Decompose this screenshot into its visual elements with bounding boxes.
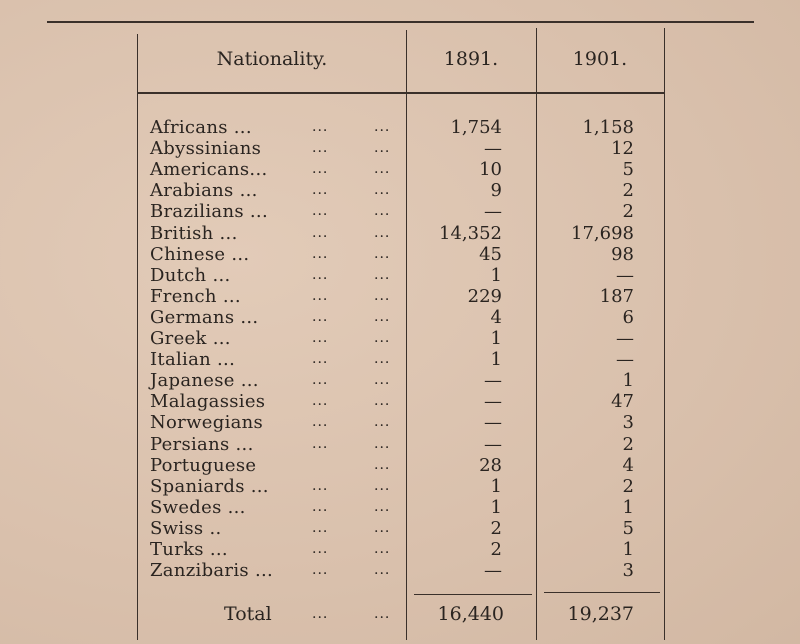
table-row	[0, 497, 800, 518]
value-1891: —	[484, 433, 502, 455]
total-1901: 19,237	[567, 603, 634, 625]
leader-dots: ...	[374, 519, 391, 536]
total-rule-1891	[414, 594, 532, 595]
value-1891: 2	[490, 539, 502, 560]
nationality-name: Americans...	[150, 159, 268, 181]
leader-dots: ...	[312, 182, 329, 199]
value-1891: 28	[479, 454, 502, 476]
table-row	[0, 244, 800, 265]
table-row	[0, 412, 800, 433]
table-row	[0, 370, 800, 391]
table-row	[0, 391, 800, 412]
value-1891: 1	[490, 496, 502, 518]
value-1891: 14,352	[439, 222, 502, 244]
table-row	[0, 307, 800, 328]
leader-dots: ...	[312, 498, 329, 515]
leader-dots: ...	[312, 435, 329, 452]
total-1891: 16,440	[437, 603, 504, 625]
value-1901: 98	[611, 243, 634, 265]
value-1891: 1,754	[450, 117, 502, 138]
leader-dots: ...	[312, 372, 329, 389]
nationality-name: Turks ...	[150, 539, 228, 560]
value-1891: 2	[490, 517, 502, 539]
header-1891: 1891.	[443, 48, 499, 70]
nationality-name: Spaniards ...	[150, 475, 269, 497]
value-1891: 1	[490, 349, 502, 371]
leader-dots: ...	[312, 224, 329, 241]
value-1901: 3	[622, 560, 634, 582]
value-1901: 5	[622, 159, 634, 181]
leader-dots: ...	[312, 351, 329, 368]
table-row	[0, 434, 800, 455]
leader-dots: ...	[374, 498, 391, 515]
value-1901: 5	[622, 517, 634, 539]
nationality-name: Japanese ...	[150, 370, 259, 392]
value-1891: —	[484, 412, 502, 434]
leader-dots: ...	[312, 119, 329, 135]
nationality-name: Malagassies	[150, 391, 266, 413]
top-rule	[47, 21, 754, 23]
leader-dots: ...	[374, 182, 391, 199]
leader-dots: ...	[374, 287, 391, 304]
nationality-name: Persians ...	[150, 433, 254, 455]
table-row	[0, 117, 800, 138]
table-row	[0, 539, 800, 560]
leader-dots: ...	[312, 287, 329, 304]
table-row	[0, 476, 800, 497]
value-1891: 9	[490, 180, 502, 202]
value-1901: 1,158	[582, 117, 634, 138]
value-1891: —	[484, 370, 502, 392]
value-1891: —	[484, 560, 502, 582]
nationality-name: Greek ...	[150, 328, 231, 349]
leader-dots: ...	[312, 541, 329, 557]
leader-dots: ...	[312, 161, 329, 178]
table-row	[0, 328, 800, 349]
leader-dots: ...	[374, 562, 391, 579]
total-label: Total	[224, 603, 272, 625]
leader-dots: ...	[312, 477, 329, 494]
leader-dots: ...	[312, 266, 329, 283]
value-1901: 2	[622, 180, 634, 202]
total-row	[0, 602, 800, 626]
table-row	[0, 349, 800, 370]
table-row	[0, 223, 800, 244]
leader-dots: ...	[312, 203, 329, 220]
total-dots-2: ...	[374, 606, 391, 622]
value-1891: 1	[490, 475, 502, 497]
value-1901: 4	[622, 454, 634, 476]
value-1891: —	[484, 138, 502, 160]
nationality-name: British ...	[150, 222, 238, 244]
value-1901: —	[616, 264, 634, 286]
total-dots-1: ...	[312, 606, 329, 622]
leader-dots: ...	[312, 519, 329, 536]
table-row	[0, 159, 800, 180]
leader-dots: ...	[312, 140, 329, 157]
value-1901: 1	[622, 496, 634, 518]
nationality-name: Brazilians ...	[150, 201, 268, 223]
value-1891: 10	[479, 159, 502, 181]
value-1901: 187	[599, 285, 634, 307]
nationality-name: Norwegians	[150, 412, 264, 434]
header-rule	[138, 92, 664, 94]
leader-dots: ...	[374, 308, 391, 325]
value-1901: —	[616, 328, 634, 349]
leader-dots: ...	[374, 119, 391, 135]
value-1901: 3	[622, 412, 634, 434]
leader-dots: ...	[374, 203, 391, 220]
value-1901: 2	[622, 433, 634, 455]
value-1891: 229	[467, 285, 502, 307]
nationality-name: Germans ...	[150, 306, 259, 328]
nationality-name: Chinese ...	[150, 243, 250, 265]
value-1891: 4	[490, 306, 502, 328]
value-1891: —	[484, 201, 502, 223]
value-1891: 1	[490, 264, 502, 286]
table-row	[0, 180, 800, 201]
value-1901: 1	[622, 370, 634, 392]
leader-dots: ...	[312, 414, 329, 431]
nationality-name: Abyssinians	[150, 138, 262, 160]
nationality-name: Portuguese	[150, 454, 257, 476]
value-1901: 47	[611, 391, 634, 413]
nationality-name: Arabians ...	[150, 180, 258, 202]
leader-dots: ...	[374, 224, 391, 241]
nationality-name: Dutch ...	[150, 264, 231, 286]
table-row	[0, 138, 800, 159]
leader-dots: ...	[312, 245, 329, 262]
header-nationality: Nationality.	[216, 48, 328, 70]
value-1901: 1	[622, 539, 634, 560]
value-1891: —	[484, 391, 502, 413]
value-1901: 12	[611, 138, 634, 160]
nationality-name: Swiss ..	[150, 517, 222, 539]
total-rule-1901	[544, 592, 660, 593]
table-row	[0, 201, 800, 222]
nationality-name: French ...	[150, 285, 241, 307]
table-row	[0, 560, 800, 581]
table-row	[0, 455, 800, 476]
leader-dots: ...	[374, 266, 391, 283]
leader-dots: ...	[374, 245, 391, 262]
value-1901: 2	[622, 201, 634, 223]
value-1891: 45	[479, 243, 502, 265]
value-1901: 17,698	[571, 222, 634, 244]
leader-dots: ...	[312, 562, 329, 579]
leader-dots: ...	[374, 393, 391, 410]
nationality-name: Swedes ...	[150, 496, 246, 518]
leader-dots: ...	[374, 414, 391, 431]
nationality-name: Italian ...	[150, 349, 236, 371]
table-row	[0, 518, 800, 539]
table-row	[0, 265, 800, 286]
leader-dots: ...	[374, 161, 391, 178]
leader-dots: ...	[374, 541, 391, 557]
value-1901: —	[616, 349, 634, 371]
leader-dots: ...	[374, 456, 391, 473]
header-1901: 1901.	[572, 48, 628, 70]
leader-dots: ...	[374, 140, 391, 157]
leader-dots: ...	[312, 308, 329, 325]
leader-dots: ...	[374, 351, 391, 368]
leader-dots: ...	[312, 393, 329, 410]
nationality-name: Zanzibaris ...	[150, 560, 274, 582]
leader-dots: ...	[374, 330, 391, 346]
value-1901: 6	[622, 306, 634, 328]
leader-dots: ...	[312, 330, 329, 346]
value-1891: 1	[490, 328, 502, 349]
leader-dots: ...	[374, 372, 391, 389]
value-1901: 2	[622, 475, 634, 497]
leader-dots: ...	[374, 477, 391, 494]
nationality-name: Africans ...	[150, 117, 252, 138]
table-row	[0, 286, 800, 307]
leader-dots: ...	[374, 435, 391, 452]
